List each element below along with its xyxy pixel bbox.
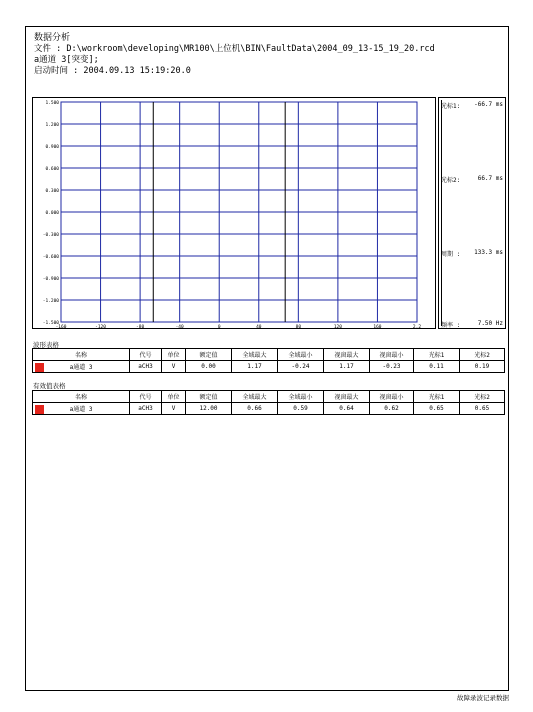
col-code: 代号	[130, 349, 162, 361]
global-min-cell: 0.59	[278, 403, 324, 415]
col-rated: 额定值	[186, 349, 232, 361]
col-window-max: 视窗最大	[324, 349, 370, 361]
cursor2-cell: 0.65	[460, 403, 505, 415]
code-cell: aCH3	[130, 403, 162, 415]
channel-cell	[33, 361, 130, 373]
report-title: 数据分析	[34, 33, 71, 43]
unit-cell: V	[162, 361, 186, 373]
y-tick-label: 0.300	[45, 189, 59, 194]
cursor1-cell: 0.11	[414, 361, 460, 373]
col-rated: 额定值	[186, 391, 232, 403]
cursor1-cell: 0.65	[414, 403, 460, 415]
x-tick-label: 2.2	[412, 325, 422, 328]
x-tick-label: 160	[373, 325, 382, 328]
x-tick-label: -40	[175, 325, 184, 328]
global-min-cell: -0.24	[278, 361, 324, 373]
table-row[interactable]	[33, 361, 505, 373]
col-cursor1: 光标1	[414, 349, 460, 361]
channel-name: a通道 3[突变];	[34, 55, 99, 65]
cursor2-cell: 0.19	[460, 361, 505, 373]
col-global-max: 全域最大	[232, 349, 278, 361]
waveform-table-title: 波形表格	[33, 341, 59, 349]
rated-cell: 12.00	[186, 403, 232, 415]
col-unit: 单位	[162, 349, 186, 361]
y-tick-label: -1.500	[42, 321, 59, 326]
x-tick-label: 0	[217, 325, 221, 328]
x-tick-label: -80	[136, 325, 145, 328]
code-cell: aCH3	[130, 361, 162, 373]
window-max-cell: 0.64	[324, 403, 370, 415]
y-tick-label: 1.200	[45, 123, 59, 128]
table-header-row	[33, 349, 505, 361]
panel-divider	[441, 100, 442, 326]
col-name: 名称	[33, 391, 130, 403]
col-cursor2: 光标2	[460, 349, 505, 361]
x-tick-label: 120	[333, 325, 342, 328]
cursor2-label: 光标2:	[441, 177, 461, 184]
global-max-cell: 0.66	[232, 403, 278, 415]
x-tick-label: -160	[55, 325, 67, 328]
y-tick-label: 1.500	[45, 101, 59, 106]
col-name: 名称	[33, 349, 130, 361]
report-page	[25, 26, 509, 691]
waveform-chart[interactable]	[32, 97, 436, 329]
col-window-min: 视窗最小	[370, 391, 414, 403]
color-swatch	[35, 405, 44, 414]
x-tick-label: -120	[95, 325, 106, 328]
cursor1-value: -66.7 ms	[474, 101, 503, 108]
rms-table	[32, 390, 505, 415]
y-tick-label: 0.000	[45, 211, 59, 216]
y-tick-label: -0.300	[42, 233, 59, 238]
channel-name-cell: a通道 3	[69, 363, 93, 371]
rms-table-title: 有效值表格	[33, 382, 66, 390]
freq-label: 频率 :	[441, 322, 461, 329]
col-window-min: 视窗最小	[370, 349, 414, 361]
file-path: 文件 : D:\workroom\developing\MR100\上位机\BIN\FaultData\2004_09_13-15_19_20.rcd	[34, 44, 435, 54]
window-min-cell: 0.62	[370, 403, 414, 415]
x-tick-label: 40	[256, 325, 262, 328]
color-swatch	[35, 363, 44, 372]
col-cursor1: 光标1	[414, 391, 460, 403]
chart-svg	[33, 98, 435, 328]
cursor-info-panel	[438, 97, 506, 329]
window-min-cell: -0.23	[370, 361, 414, 373]
rated-cell: 0.00	[186, 361, 232, 373]
period-value: 133.3 ms	[474, 249, 503, 256]
cursor2-value: 66.7 ms	[477, 175, 503, 182]
col-global-min: 全域最小	[278, 349, 324, 361]
col-code: 代号	[130, 391, 162, 403]
window-max-cell: 1.17	[324, 361, 370, 373]
cursor1-label: 光标1:	[441, 103, 461, 110]
x-tick-label: 80	[295, 325, 302, 328]
table-row[interactable]	[33, 403, 505, 415]
y-tick-label: -0.600	[42, 255, 59, 260]
channel-name-cell: a通道 3	[69, 405, 93, 413]
unit-cell: V	[162, 403, 186, 415]
waveform-table	[32, 348, 505, 373]
y-tick-label: -1.200	[42, 299, 59, 304]
freq-value: 7.50 Hz	[477, 320, 503, 327]
col-cursor2: 光标2	[460, 391, 505, 403]
col-unit: 单位	[162, 391, 186, 403]
y-tick-label: 0.900	[45, 145, 59, 150]
start-time: 启动时间 : 2004.09.13 15:19:20.0	[34, 66, 191, 76]
period-label: 周期 :	[441, 251, 461, 258]
y-tick-label: -0.900	[42, 277, 59, 282]
global-max-cell: 1.17	[232, 361, 278, 373]
channel-cell	[33, 403, 130, 415]
col-global-max: 全域最大	[232, 391, 278, 403]
table-header-row	[33, 391, 505, 403]
footer-text: 故障录波记录数据	[457, 694, 509, 702]
col-window-max: 视窗最大	[324, 391, 370, 403]
y-tick-label: 0.600	[45, 167, 59, 172]
col-global-min: 全域最小	[278, 391, 324, 403]
